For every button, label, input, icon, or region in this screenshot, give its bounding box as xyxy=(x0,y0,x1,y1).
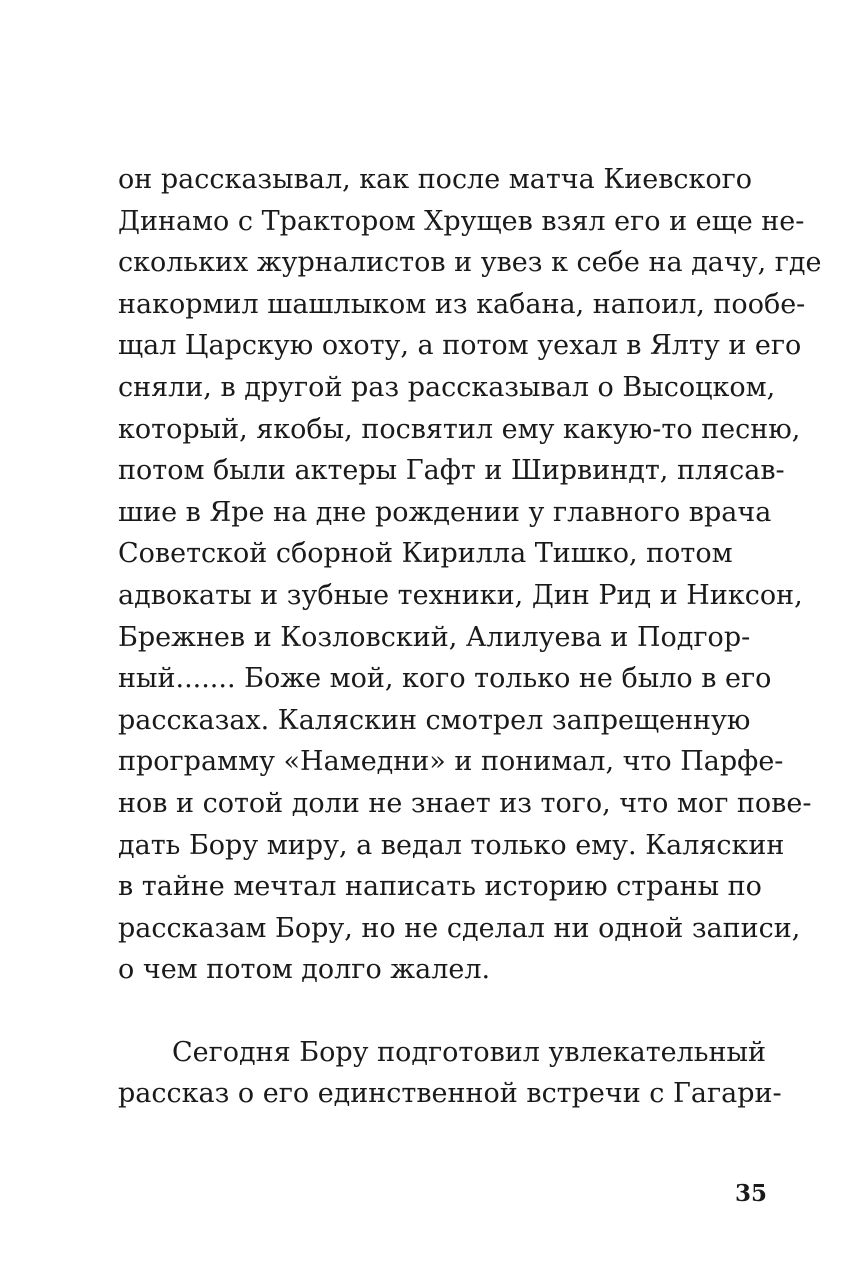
text-line: нов и сотой доли не знает из того, что мог пове- xyxy=(118,787,812,819)
text-line: Сегодня Бору подготовил увлекательный xyxy=(172,1036,766,1068)
paragraph-spacer xyxy=(118,991,778,1032)
text-line: который, якобы, посвятил ему какую-то песню, xyxy=(118,413,801,445)
text-line: сняли, в другой раз рассказывал о Высоцком, xyxy=(118,371,776,403)
body-text xyxy=(118,159,822,1115)
page-number: 35 xyxy=(734,1180,767,1207)
paragraph-2 xyxy=(118,1032,782,1115)
text-line: Советской сборной Кирилла Тишко, потом xyxy=(118,538,733,570)
text-line: в тайне мечтал написать историю страны по xyxy=(118,871,762,903)
text-line: шие в Яре на дне рождении у главного врача xyxy=(118,496,772,528)
text-line: рассказ о его единственной встречи с Гагари- xyxy=(118,1078,782,1110)
text-line: Брежнев и Козловский, Алилуева и Подгор- xyxy=(118,621,751,653)
text-line: он рассказывал, как после матча Киевского xyxy=(118,164,753,195)
text-line: адвокаты и зубные техники, Дин Рид и Никсон, xyxy=(118,579,803,611)
text-line: накормил шашлыком из кабана, напоил, пообе- xyxy=(118,288,806,320)
text-line: дать Бору миру, а ведал только ему. Каляскин xyxy=(118,829,785,861)
text-line: программу «Намедни» и понимал, что Парфе- xyxy=(118,746,784,778)
text-line: рассказам Бору, но не сделал ни одной записи, xyxy=(118,912,801,944)
text-line: рассказах. Каляскин смотрел запрещенную xyxy=(118,704,751,736)
paragraph-1 xyxy=(118,159,822,991)
text-line: ный....... Боже мой, кого только не было в его xyxy=(118,663,772,695)
text-line: Динамо с Трактором Хрущев взял его и еще не- xyxy=(118,205,805,237)
text-line: о чем потом долго жалел. xyxy=(118,954,491,986)
text-line: потом были актеры Гафт и Ширвиндт, плясав- xyxy=(118,455,785,487)
text-line: скольких журналистов и увез к себе на дачу, где xyxy=(118,247,822,279)
text-line: щал Царскую охоту, а потом уехал в Ялту и его xyxy=(118,330,802,362)
